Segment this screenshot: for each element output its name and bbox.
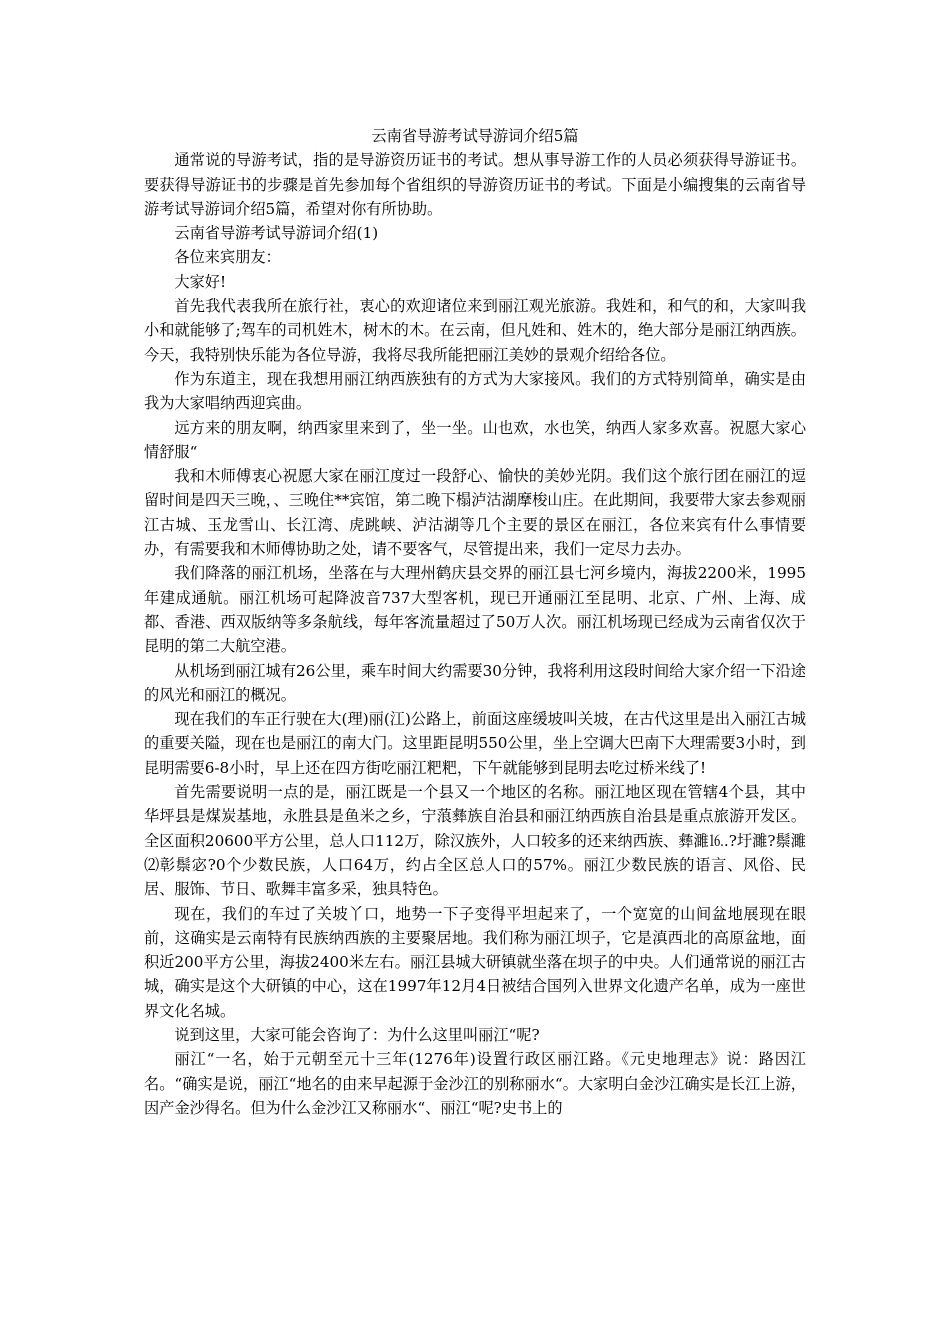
section-heading: 云南省导游考试导游词介绍(1) [174,224,379,243]
paragraph: 作为东道主，现在我想用丽江纳西族独有的方式为大家接风。我们的方式特别简单，确实是由我为大家唱纳西迎宾曲。 [144,369,806,413]
paragraph-hello: 大家好! [174,272,227,291]
paragraph: 说到这里，大家可能会咨询了：为什么这里叫丽江“呢? [174,1025,540,1044]
paragraph-greeting: 各位来宾朋友： [174,248,281,267]
paragraph: 从机场到丽江城有26公里，乘车时间大约需要30分钟，我将利用这段时间给大家介绍一下沿途的风光和丽江的概况。 [144,661,806,704]
paragraph: 丽江“一名，始于元朝至元十三年(1276年)设置行政区丽江路。《元史地理志》说：路因江名。“确实是说，丽江“地名的由来早起源于金沙江的别称丽水“。大家明白金沙江确实是长江上游，因产金沙得名。但为什么金沙江又称丽水“、丽江“呢?史书上的 [144,1050,806,1117]
paragraph: 我们降落的丽江机场，坐落在与大理州鹤庆县交界的丽江县七河乡境内，海拔2200米，1995年建成通航。丽江机场可起降波音737大型客机，现已开通丽江至昆明、北京、广州、上海、成都、香港、西双版纳等多条航线，每年客流量超过了50万人次。丽江机场现已经成为云南省仅次于昆明的第二大航空港。 [144,564,806,656]
paragraph-intro: 通常说的导游考试，指的是导游资历证书的考试。想从事导游工作的人员必须获得导游证书。要获得导游证书的步骤是首先参加每个省组织的导游资历证书的考试。下面是小编搜集的云南省导游考试导游词介绍5篇，希望对你有所协助。 [144,151,806,218]
document-page [144,120,806,1120]
paragraph: 首先需要说明一点的是，丽江既是一个县又一个地区的名称。丽江地区现在管辖4个县，其中华坪县是煤炭基地，永胜县是鱼米之乡，宁蒗彝族自治县和丽江纳西族自治县是重点旅游开发区。全区面积20600平方公里，总人口112万，除汉族外，人口较多的还来纳西族、彝濉⒗.?圩濉?鬃濉⑵彰鬃宓?0个少数民族，人口64万，约占全区总人口的57%。丽江少数民族的语言、风俗、民居、服饰、节日、歌舞丰富多采，独具特色。 [144,783,806,899]
paragraph: 我和木师傅衷心祝愿大家在丽江度过一段舒心、愉快的美妙光阴。我们这个旅行团在丽江的逗留时间是四天三晚，、三晚住**宾馆，第二晚下榻泸沽湖摩梭山庄。在此期间，我要带大家去参观丽江古城、玉龙雪山、长江湾、虎跳峡、泸沽湖等几个主要的景区在丽江，各位来宾有什么事情要办，有需要我和木师傅协助之处，请不要客气，尽管提出来，我们一定尽力去办。 [144,467,806,559]
paragraph: 远方来的朋友啊，纳西家里来到了，坐一坐。山也欢，水也笑，纳西人家多欢喜。祝愿大家心情舒服“ [144,418,806,461]
document-title: 云南省导游考试导游词介绍5篇 [371,127,579,145]
paragraph: 首先我代表我所在旅行社，衷心的欢迎诸位来到丽江观光旅游。我姓和，和气的和，大家叫我小和就能够了;驾车的司机姓木，树木的木。在云南，但凡姓和、姓木的，绝大部分是丽江纳西族。今天，我特别快乐能为各位导游，我将尽我所能把丽江美妙的景观介绍给各位。 [144,297,806,364]
paragraph: 现在，我们的车过了关坡丫口，地势一下子变得平坦起来了，一个宽宽的山间盆地展现在眼前，这确实是云南特有民族纳西族的主要聚居地。我们称为丽江坝子，它是滇西北的高原盆地，面积近200平方公里，海拔2400米左右。丽江县城大研镇就坐落在坝子的中央。人们通常说的丽江古城，确实是这个大研镇的中心，这在1997年12月4日被结合国列入世界文化遗产名单，成为一座世界文化名城。 [144,904,806,1020]
paragraph: 现在我们的车正行驶在大(理)丽(江)公路上，前面这座缓坡叫关坡，在古代这里是出入丽江古城的重要关隘，现在也是丽江的南大门。这里距昆明550公里，坐上空调大巴南下大理需要3小时，到昆明需要6-8小时，早上还在四方街吃丽江粑粑，下午就能够到昆明去吃过桥米线了! [144,710,806,777]
